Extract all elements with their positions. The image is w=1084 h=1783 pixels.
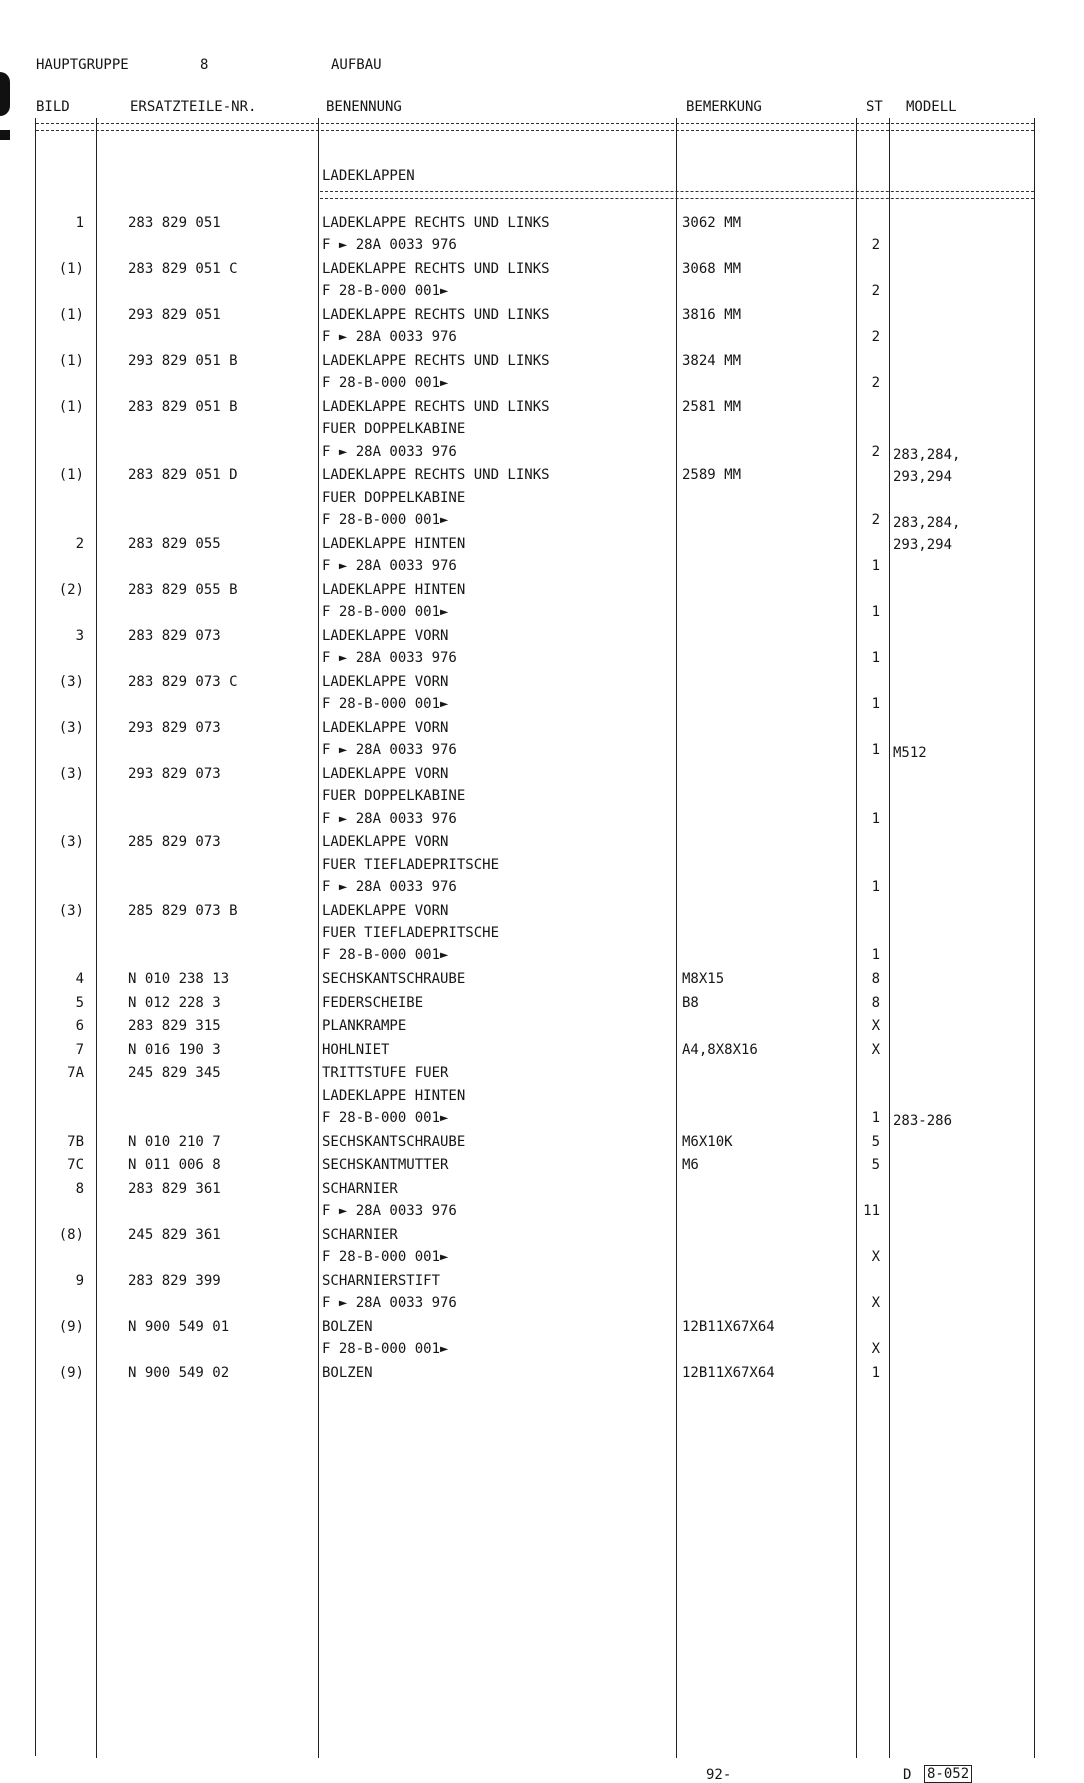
cell-st: X — [871, 1041, 880, 1058]
cell-ersatzteile-nr: 293 829 051 — [128, 307, 221, 323]
column-rule — [676, 118, 677, 1758]
section-separator — [320, 191, 1034, 199]
cell-bild: (1) — [58, 467, 84, 484]
column-header-benennung: BENENNUNG — [326, 99, 402, 115]
cell-st: 2 — [871, 512, 880, 529]
cell-st: X — [871, 1018, 880, 1035]
cell-bild: (3) — [58, 719, 84, 736]
cell-st: 8 — [871, 994, 880, 1011]
cell-bild: 5 — [75, 994, 84, 1011]
cell-bemerkung: M6 — [682, 1157, 699, 1174]
cell-ersatzteile-nr: 283 829 073 C — [128, 673, 238, 690]
cell-ersatzteile-nr: 283 829 055 — [128, 535, 221, 552]
cell-ersatzteile-nr: 285 829 073 — [128, 834, 221, 851]
cell-ersatzteile-nr: 293 829 073 — [128, 719, 221, 736]
cell-bild: (8) — [58, 1227, 84, 1243]
cell-st: 1 — [871, 1365, 880, 1381]
cell-ersatzteile-nr: N 010 238 13 — [128, 971, 230, 987]
cell-benennung-line: LADEKLAPPE RECHTS UND LINKS — [322, 467, 550, 484]
cell-bild: 7C — [67, 1157, 84, 1174]
cell-benennung-line: F ► 28A 0033 976 — [322, 810, 457, 827]
cell-ersatzteile-nr: 283 829 399 — [128, 1273, 221, 1289]
cell-bemerkung: 2581 MM — [682, 399, 742, 415]
cell-st: 2 — [871, 237, 880, 254]
cell-benennung-line: FUER DOPPELKABINE — [322, 421, 466, 438]
cell-st: 1 — [871, 604, 880, 621]
cell-benennung-line: F ► 28A 0033 976 — [322, 237, 457, 254]
cell-bemerkung: 2589 MM — [682, 467, 742, 484]
column-rule — [318, 118, 319, 1758]
cell-modell: M512 — [893, 745, 927, 762]
cell-modell: 283-286 — [893, 1113, 953, 1130]
cell-benennung-line: SECHSKANTMUTTER — [322, 1157, 449, 1174]
cell-benennung-line: LADEKLAPPE HINTEN — [322, 1087, 466, 1104]
cell-bild: (3) — [58, 834, 84, 851]
cell-benennung-line: SECHSKANTSCHRAUBE — [322, 1133, 466, 1150]
cell-bild: (2) — [58, 581, 84, 598]
cell-bild: 4 — [75, 971, 84, 987]
cell-benennung-line: LADEKLAPPE RECHTS UND LINKS — [322, 261, 550, 277]
cell-st: 1 — [871, 947, 880, 964]
cell-benennung-line: F 28-B-000 001► — [322, 1341, 449, 1358]
cell-benennung-line: F 28-B-000 001► — [322, 1110, 449, 1127]
cell-bild: 8 — [75, 1181, 84, 1197]
cell-st: 8 — [871, 971, 880, 987]
cell-benennung-line: F 28-B-000 001► — [322, 375, 449, 392]
cell-bild: (9) — [58, 1365, 84, 1381]
cell-benennung-line: LADEKLAPPE VORN — [322, 719, 449, 736]
cell-benennung-line: BOLZEN — [322, 1365, 373, 1381]
cell-ersatzteile-nr: N 900 549 02 — [128, 1365, 230, 1381]
hauptgruppe-label: HAUPTGRUPPE — [36, 57, 129, 73]
cell-bild: 1 — [75, 215, 84, 231]
cell-bild: (1) — [58, 307, 84, 323]
cell-benennung-line: SCHARNIERSTIFT — [322, 1273, 441, 1289]
cell-benennung-line: LADEKLAPPE HINTEN — [322, 535, 466, 552]
cell-benennung-line: BOLZEN — [322, 1319, 373, 1335]
cell-st: X — [871, 1341, 880, 1358]
cell-benennung-line: F ► 28A 0033 976 — [322, 742, 457, 759]
cell-ersatzteile-nr: N 012 228 3 — [128, 994, 221, 1011]
cell-ersatzteile-nr: 293 829 073 — [128, 765, 221, 782]
cell-bild: 2 — [75, 535, 84, 552]
cell-ersatzteile-nr: 283 829 051 — [128, 215, 221, 231]
cell-benennung-line: LADEKLAPPE RECHTS UND LINKS — [322, 399, 550, 415]
cell-benennung-line: F ► 28A 0033 976 — [322, 650, 457, 667]
cell-st: 1 — [871, 810, 880, 827]
cell-bemerkung: 12B11X67X64 — [682, 1319, 775, 1335]
cell-ersatzteile-nr: 283 829 051 C — [128, 261, 238, 277]
cell-benennung-line: LADEKLAPPE RECHTS UND LINKS — [322, 307, 550, 323]
cell-benennung-line: FEDERSCHEIBE — [322, 994, 424, 1011]
cell-benennung-line: LADEKLAPPE RECHTS UND LINKS — [322, 353, 550, 369]
cell-st: X — [871, 1249, 880, 1266]
scan-artifact — [0, 72, 10, 116]
cell-st: 2 — [871, 329, 880, 346]
cell-st: 11 — [863, 1203, 880, 1220]
cell-modell: 283,284, 293,294 — [893, 446, 961, 485]
scan-artifact — [0, 130, 10, 140]
cell-ersatzteile-nr: 283 829 051 D — [128, 467, 238, 484]
cell-st: 1 — [871, 696, 880, 713]
cell-bemerkung: B8 — [682, 994, 699, 1011]
cell-bemerkung: 3068 MM — [682, 261, 742, 277]
cell-bemerkung: 12B11X67X64 — [682, 1365, 775, 1381]
cell-benennung-line: FUER TIEFLADEPRITSCHE — [322, 856, 500, 873]
cell-benennung-line: F ► 28A 0033 976 — [322, 1203, 457, 1220]
cell-benennung-line: LADEKLAPPE VORN — [322, 902, 449, 919]
cell-benennung-line: PLANKRAMPE — [322, 1018, 407, 1035]
cell-ersatzteile-nr: 283 829 055 B — [128, 581, 238, 598]
cell-st: 1 — [871, 879, 880, 895]
cell-st: 1 — [871, 742, 880, 759]
cell-bild: 3 — [75, 627, 84, 644]
cell-benennung-line: F 28-B-000 001► — [322, 696, 449, 713]
cell-benennung-line: SCHARNIER — [322, 1181, 398, 1197]
cell-benennung-line: F ► 28A 0033 976 — [322, 558, 457, 575]
cell-benennung-line: FUER DOPPELKABINE — [322, 788, 466, 805]
cell-benennung-line: F ► 28A 0033 976 — [322, 879, 457, 895]
cell-benennung-line: F 28-B-000 001► — [322, 512, 449, 529]
column-header-modell: MODELL — [906, 99, 957, 115]
cell-st: 2 — [871, 375, 880, 392]
cell-st: 1 — [871, 1110, 880, 1127]
cell-bild: (3) — [58, 673, 84, 690]
cell-st: X — [871, 1295, 880, 1312]
doc-code: 8-052 — [924, 1765, 972, 1783]
cell-ersatzteile-nr: 283 829 361 — [128, 1181, 221, 1197]
cell-st: 5 — [871, 1133, 880, 1150]
cell-bild: (1) — [58, 353, 84, 369]
header-separator — [36, 123, 1034, 131]
cell-ersatzteile-nr: N 016 190 3 — [128, 1041, 221, 1058]
cell-ersatzteile-nr: 245 829 345 — [128, 1065, 221, 1082]
cell-bild: 9 — [75, 1273, 84, 1289]
cell-benennung-line: LADEKLAPPE VORN — [322, 834, 449, 851]
cell-bemerkung: M8X15 — [682, 971, 725, 987]
cell-ersatzteile-nr: N 010 210 7 — [128, 1133, 221, 1150]
cell-ersatzteile-nr: 283 829 051 B — [128, 399, 238, 415]
cell-benennung-line: F 28-B-000 001► — [322, 1249, 449, 1266]
cell-benennung-line: F ► 28A 0033 976 — [322, 1295, 457, 1312]
cell-bild: 7 — [75, 1041, 84, 1058]
cell-bild: (1) — [58, 261, 84, 277]
section-title: LADEKLAPPEN — [322, 168, 415, 184]
cell-benennung-line: FUER TIEFLADEPRITSCHE — [322, 925, 500, 941]
doc-code-prefix: D — [903, 1767, 912, 1783]
cell-ersatzteile-nr: 245 829 361 — [128, 1227, 221, 1243]
cell-benennung-line: LADEKLAPPE VORN — [322, 765, 449, 782]
cell-benennung-line: SCHARNIER — [322, 1227, 398, 1243]
cell-bild: (1) — [58, 399, 84, 415]
column-rule — [856, 118, 857, 1758]
column-header-st: ST — [866, 99, 883, 115]
cell-bemerkung: A4,8X8X16 — [682, 1041, 758, 1058]
cell-st: 1 — [871, 650, 880, 667]
group-name: AUFBAU — [331, 57, 382, 73]
column-rule — [35, 118, 36, 1756]
cell-benennung-line: TRITTSTUFE FUER — [322, 1065, 449, 1082]
cell-benennung-line: HOHLNIET — [322, 1041, 390, 1058]
cell-bemerkung: M6X10K — [682, 1133, 733, 1150]
page-number: 92- — [706, 1767, 732, 1783]
cell-st: 1 — [871, 558, 880, 575]
hauptgruppe-value: 8 — [200, 57, 209, 73]
cell-ersatzteile-nr: 293 829 051 B — [128, 353, 238, 369]
cell-bemerkung: 3824 MM — [682, 353, 742, 369]
cell-bild: 7A — [67, 1065, 84, 1082]
column-rule — [889, 118, 890, 1758]
column-header-bild: BILD — [36, 99, 70, 115]
cell-bild: (3) — [58, 765, 84, 782]
column-rule — [1034, 118, 1035, 1758]
cell-benennung-line: SECHSKANTSCHRAUBE — [322, 971, 466, 987]
cell-bemerkung: 3816 MM — [682, 307, 742, 323]
cell-st: 2 — [871, 283, 880, 300]
cell-benennung-line: LADEKLAPPE HINTEN — [322, 581, 466, 598]
cell-benennung-line: LADEKLAPPE VORN — [322, 627, 449, 644]
cell-ersatzteile-nr: 283 829 315 — [128, 1018, 221, 1035]
cell-benennung-line: F ► 28A 0033 976 — [322, 329, 457, 346]
cell-benennung-line: F 28-B-000 001► — [322, 604, 449, 621]
cell-benennung-line: F 28-B-000 001► — [322, 283, 449, 300]
cell-ersatzteile-nr: 285 829 073 B — [128, 902, 238, 919]
column-header-nr: ERSATZTEILE-NR. — [130, 99, 257, 115]
cell-modell: 283,284, 293,294 — [893, 515, 961, 554]
cell-ersatzteile-nr: 283 829 073 — [128, 627, 221, 644]
column-rule — [96, 118, 97, 1758]
cell-benennung-line: F 28-B-000 001► — [322, 947, 449, 964]
cell-ersatzteile-nr: N 011 006 8 — [128, 1157, 221, 1174]
cell-benennung-line: F ► 28A 0033 976 — [322, 443, 457, 460]
cell-bemerkung: 3062 MM — [682, 215, 742, 231]
cell-bild: 7B — [67, 1133, 84, 1150]
cell-benennung-line: LADEKLAPPE RECHTS UND LINKS — [322, 215, 550, 231]
cell-st: 5 — [871, 1157, 880, 1174]
cell-benennung-line: FUER DOPPELKABINE — [322, 489, 466, 506]
column-header-bemerkung: BEMERKUNG — [686, 99, 762, 115]
cell-benennung-line: LADEKLAPPE VORN — [322, 673, 449, 690]
cell-bild: (3) — [58, 902, 84, 919]
cell-st: 2 — [871, 443, 880, 460]
cell-ersatzteile-nr: N 900 549 01 — [128, 1319, 230, 1335]
cell-bild: 6 — [75, 1018, 84, 1035]
cell-bild: (9) — [58, 1319, 84, 1335]
